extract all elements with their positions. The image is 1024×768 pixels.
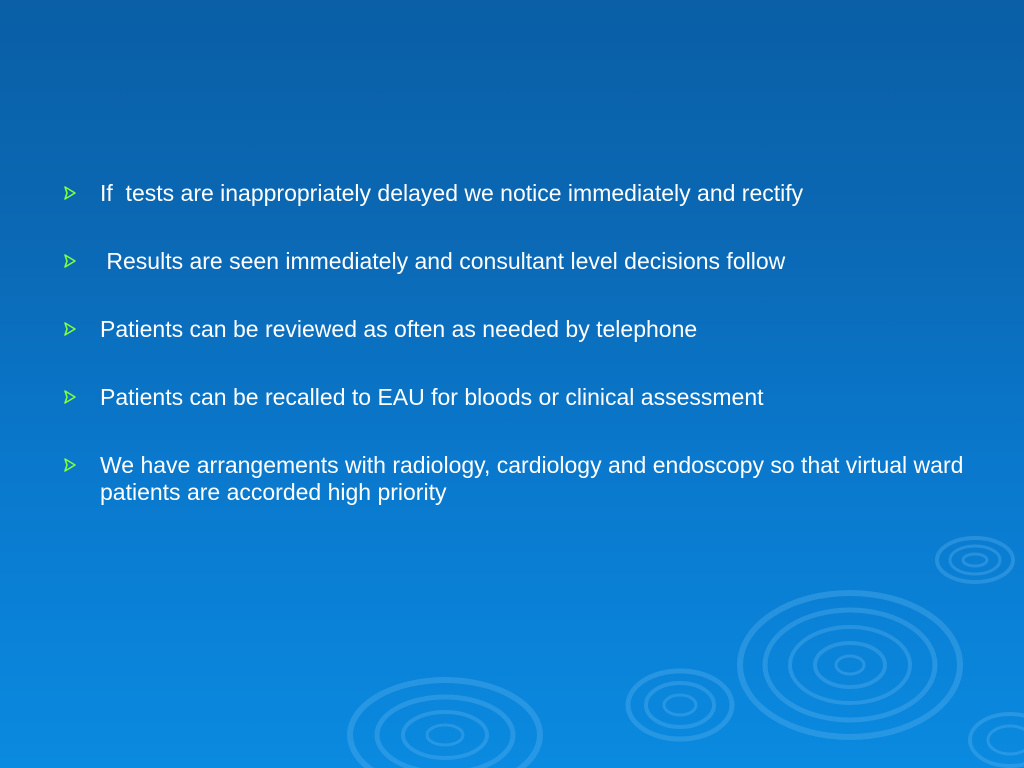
- bullet-text: Patients can be reviewed as often as needed by telephone: [100, 316, 698, 342]
- ripple-large-right: [740, 593, 960, 737]
- arrowhead-bullet-icon: [62, 185, 78, 201]
- bullet-text: Results are seen immediately and consultant level decisions follow: [100, 248, 786, 274]
- bullet-text: We have arrangements with radiology, cardiology and endoscopy so that virtual ward patients are accorded high priority: [100, 452, 970, 505]
- ripple-far-right-edge: [970, 714, 1024, 766]
- bullet-item: [62, 316, 982, 343]
- bullet-item: [62, 248, 982, 275]
- bullet-item: [62, 452, 982, 506]
- ripple-left-bottom: [350, 680, 540, 768]
- bullet-text: Patients can be recalled to EAU for bloods or clinical assessment: [100, 384, 764, 410]
- arrowhead-bullet-icon: [62, 457, 78, 473]
- ripple-small-top-right: [937, 538, 1013, 582]
- bullet-item: [62, 180, 982, 207]
- arrowhead-bullet-icon: [62, 321, 78, 337]
- bullet-list: [62, 180, 982, 506]
- arrowhead-bullet-icon: [62, 253, 78, 269]
- bullet-item: [62, 384, 982, 411]
- arrowhead-bullet-icon: [62, 389, 78, 405]
- ripple-center-bottom: [628, 671, 732, 739]
- bullet-text: If tests are inappropriately delayed we notice immediately and rectify: [100, 180, 804, 206]
